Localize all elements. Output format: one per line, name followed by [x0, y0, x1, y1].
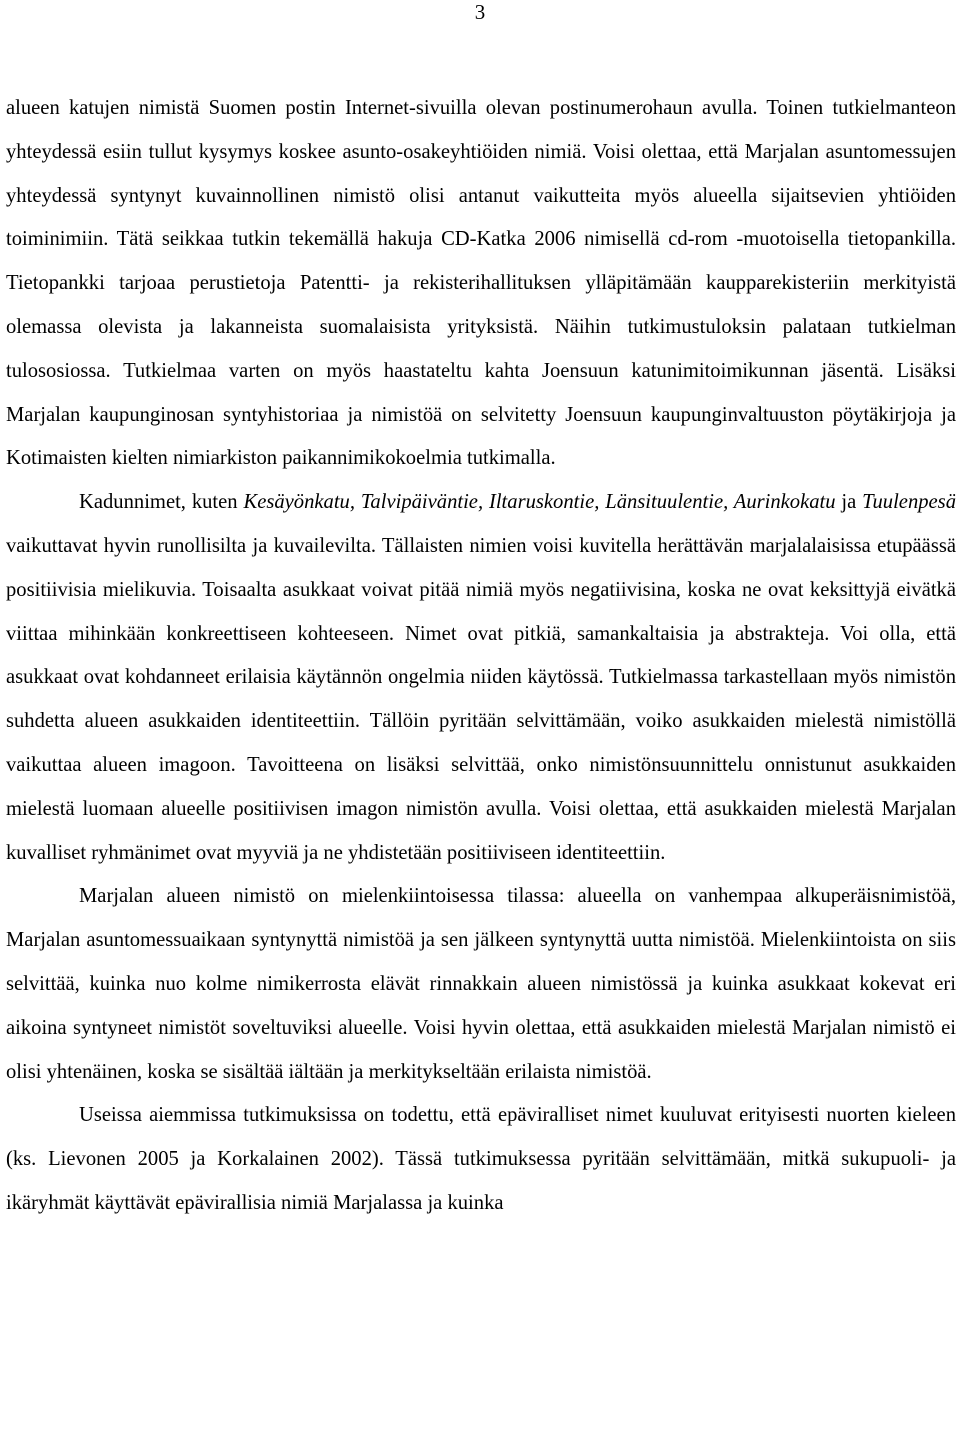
paragraph-4 [6, 1094, 956, 1225]
paragraph-2 [6, 481, 956, 875]
paragraph-text: alueen katujen nimistä Suomen postin Internet-sivuilla olevan postinumerohaun avulla. Toinen tutkielmanteon yhteydessä esiin tullut kysymys koskee asunto-osakeyhtiöiden nimiä. Voisi olettaa, että Marjalan asuntomessujen yhteydessä syntynyt kuvainnollinen nimistö olisi antanut vaikutteita myös alueella sijaitsevien yhtiöiden toiminimiin. Tätä seikkaa tutkin tekemällä hakuja CD-Katka 2006 nimisellä cd-rom -muotoisella tietopankilla. Tietopankki tarjoaa perustietoja Patentti- ja rekisterihallituksen ylläpitämään kaupparekisteriin merkityistä olemassa olevista ja lakanneista suomalaisista yrityksistä. Näihin tutkimustuloksin palataan tutkielman tulososiossa. Tutkielmaa varten on myös haastateltu kahta Joensuun katunimitoimikunnan jäsentä. Lisäksi Marjalan kaupunginosan syntyhistoriaa ja nimistöä on selvitetty Joensuun kaupunginvaltuuston pöytäkirjoja ja Kotimaisten kielten nimiarkiston paikannimikokoelmia tutkimalla. [6, 97, 956, 470]
street-name: Tuulenpesä [862, 491, 956, 514]
paragraph-1 [6, 87, 956, 481]
paragraph-text: Kadunnimet, kuten [79, 491, 244, 514]
paragraph-3 [6, 875, 956, 1094]
paragraph-text: Marjalan alueen nimistö on mielenkiintoisessa tilassa: alueella on vanhempaa alkuperäisnimistöä, Marjalan asuntomessuaikaan syntynyttä nimistöä ja sen jälkeen syntynyttä uutta nimistöä. Mielenkiintoista on siis selvittää, kuinka nuo kolme nimikerrosta elävät rinnakkain alueen nimistössä ja kuinka asukkaat kokevat eri aikoina syntyneet nimistöt soveltuviksi alueelle. Voisi hyvin olettaa, että asukkaiden mielestä Marjalan nimistö ei olisi yhtenäinen, koska se sisältää iältään ja merkitykseltään erilaista nimistöä. [6, 885, 956, 1083]
body-text [6, 87, 956, 1226]
paragraph-text: ja [835, 491, 863, 514]
street-name-list: Kesäyönkatu, Talvipäiväntie, Iltaruskontie, Länsituulentie, Aurinkokatu [243, 491, 836, 514]
paragraph-text: Useissa aiemmissa tutkimuksissa on todettu, että epäviralliset nimet kuuluvat erityisesti nuorten kieleen (ks. Lievonen 2005 ja Korkalainen 2002). Tässä tutkimuksessa pyritään selvittämään, mitkä sukupuoli- ja ikäryhmät käyttävät epävirallisia nimiä Marjalassa ja kuinka [6, 1104, 956, 1214]
paragraph-text: vaikuttavat hyvin runollisilta ja kuvailevilta. Tällaisten nimien voisi kuvitella herättävän marjalalaisissa etupäässä positiivisia mielikuvia. Toisaalta asukkaat voivat pitää nimiä myös negatiivisina, koska ne ovat keksittyjä eivätkä viittaa mihinkään konkreettiseen kohteeseen. Nimet ovat pitkiä, samankaltaisia ja abstrakteja. Voi olla, että asukkaat ovat kohdanneet erilaisia käytännön ongelmia niiden käytössä. Tutkielmassa tarkastellaan myös nimistön suhdetta alueen asukkaiden identiteettiin. Tällöin pyritään selvittämään, voiko asukkaiden mielestä nimistöllä vaikuttaa alueen imagoon. Tavoitteena on lisäksi selvittää, onko nimistönsuunnittelu onnistunut asukkaiden mielestä luomaan alueelle positiivisen imagon nimistön avulla. Voisi olettaa, että asukkaiden mielestä Marjalan kuvalliset ryhmänimet ovat myyviä ja ne yhdistetään positiiviseen identiteettiin. [6, 534, 956, 864]
page-number: 3 [474, 0, 486, 24]
